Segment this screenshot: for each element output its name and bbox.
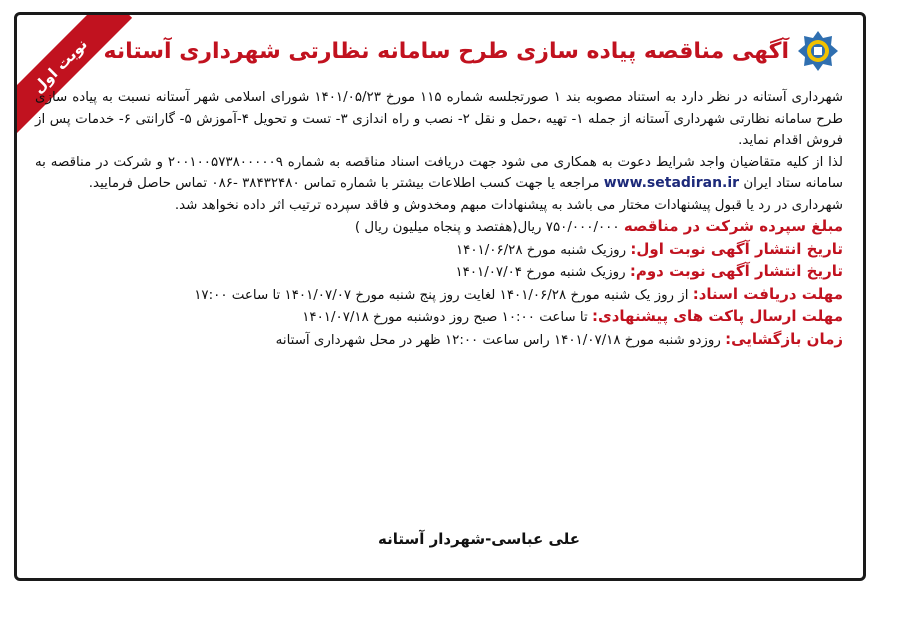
advertisement-frame [14,12,866,581]
municipality-emblem-icon [797,30,839,72]
announcement-body [35,87,843,351]
invitation-contact: مراجعه یا جهت کسب اطلاعات بیشتر با شماره تماس ۳۸۴۳۲۴۸۰ -۰۸۶ تماس حاصل فرمایید. [88,176,600,191]
field-label: مهلت ارسال پاکت های پیشنهادی: [591,307,843,325]
field-opening-time [35,329,843,352]
field-label: تاریخ انتشار آگهی نوبت اول: [630,239,843,258]
setadiran-link[interactable]: www.setadiran.ir [603,175,740,191]
field-document-deadline [35,284,843,307]
header [104,27,839,75]
invitation-text: لذا از کلیه متقاضیان واجد شرایط دعوت به همکاری می شود جهت دریافت اسناد مناقصه به شماره ۲۰۰۱۰۰۵۷۳۸۰۰۰۰۰۹ و شرکت در مناقصه به سامانه ستاد ایران [35,154,844,191]
page-title: آگهی مناقصه پیاده سازی طرح سامانه نظارتی شهرداری آستانه [103,38,789,64]
field-second-publication [35,261,843,284]
edition-ribbon: نوبت اول [17,15,132,135]
field-value: ۷۵۰/۰۰۰/۰۰۰ ریال(هفتصد و پنجاه میلیون ریال ) [354,220,620,235]
field-deposit [35,216,843,239]
field-label: زمان بازگشایی: [725,329,843,348]
field-label: مبلغ سپرده شرکت در مناقصه [623,217,843,235]
field-value: تا ساعت ۱۰:۰۰ صبح روز دوشنبه مورخ ۱۴۰۱/۰۷/۱۸ [302,310,588,325]
paragraph-terms: شهرداری در رد یا قبول پیشنهادات مختار می باشد به پیشنهادات مبهم ومخدوش و فاقد سپرده ترتیب اثر داده نخواهد شد. [174,197,843,213]
signature: علی عباسی-شهردار آستانه [378,530,580,548]
field-first-publication [35,239,843,262]
field-value: روزدو شنبه مورخ ۱۴۰۱/۰۷/۱۸ راس ساعت ۱۲:۰۰ ظهر در محل شهرداری آستانه [275,332,721,348]
field-label: مهلت دریافت اسناد: [692,284,843,303]
paragraph-invitation [35,152,843,195]
field-value: روزیک شنبه مورخ ۱۴۰۱/۰۷/۰۴ [455,265,626,280]
field-label: تاریخ انتشار آگهی نوبت دوم: [629,262,843,280]
field-value: روزیک شنبه مورخ ۱۴۰۱/۰۶/۲۸ [455,242,627,258]
field-value: از روز یک شنبه مورخ ۱۴۰۱/۰۶/۲۸ لغایت روز پنج شنبه مورخ ۱۴۰۱/۰۷/۰۷ تا ساعت ۱۷:۰۰ [194,287,689,303]
field-submission-deadline [35,306,843,329]
paragraph-intro: شهرداری آستانه در نظر دارد به استناد مصوبه بند ۱ صورتجلسه شماره ۱۱۵ مورخ ۱۴۰۱/۰۵/۲۳ شورای اسلامی شهر آستانه نسبت به پیاده سازی طرح سامانه نظارتی شهرداری آستانه از جمله ۱- تهیه ،حمل و نقل ۲- نصب و راه اندازی ۳- تست و تحویل ۴-آموزش ۵- گارانتی ۶- خدمات پس از فروش اقدام نماید. [35,90,843,148]
